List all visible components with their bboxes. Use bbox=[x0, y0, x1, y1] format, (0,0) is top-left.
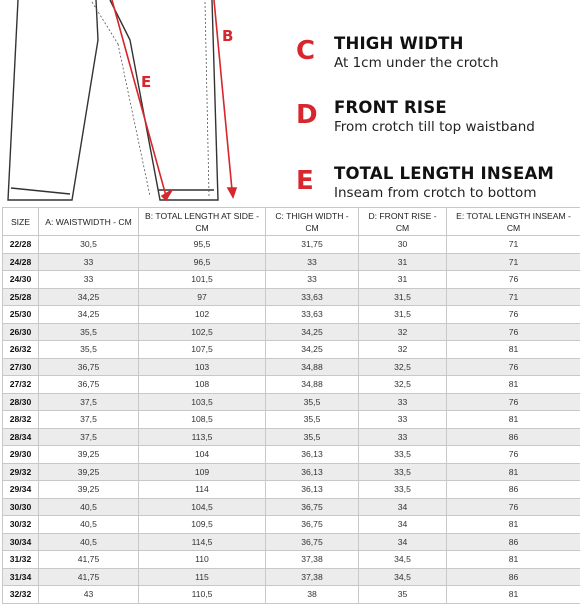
table-row bbox=[3, 271, 580, 289]
cell-front-rise: 31 bbox=[359, 271, 447, 289]
table-row bbox=[3, 323, 580, 341]
header-front-rise: D: FRONT RISE - CM bbox=[359, 208, 447, 236]
cell-front-rise: 34 bbox=[359, 533, 447, 551]
header-total-length-side: B: TOTAL LENGTH AT SIDE - CM bbox=[139, 208, 266, 236]
legend-letter: E bbox=[296, 166, 326, 196]
cell-waistwidth: 33 bbox=[39, 253, 139, 271]
cell-size: 29/34 bbox=[3, 481, 39, 499]
cell-thigh-width: 36,13 bbox=[266, 446, 359, 464]
cell-size: 30/30 bbox=[3, 498, 39, 516]
cell-total-length-inseam: 81 bbox=[447, 376, 580, 394]
cell-total-length-side: 110,5 bbox=[139, 586, 266, 604]
table-row bbox=[3, 236, 580, 254]
cell-total-length-side: 108,5 bbox=[139, 411, 266, 429]
cell-size: 26/30 bbox=[3, 323, 39, 341]
cell-front-rise: 33,5 bbox=[359, 481, 447, 499]
table-row bbox=[3, 358, 580, 376]
cell-front-rise: 32 bbox=[359, 341, 447, 359]
table-row bbox=[3, 463, 580, 481]
cell-total-length-inseam: 81 bbox=[447, 586, 580, 604]
arrowhead-b bbox=[228, 188, 236, 197]
cell-thigh-width: 34,25 bbox=[266, 341, 359, 359]
cell-front-rise: 32,5 bbox=[359, 358, 447, 376]
cell-size: 28/34 bbox=[3, 428, 39, 446]
left-hem bbox=[11, 188, 70, 194]
table-row bbox=[3, 516, 580, 534]
cell-total-length-inseam: 71 bbox=[447, 288, 580, 306]
table-row bbox=[3, 446, 580, 464]
cell-size: 24/30 bbox=[3, 271, 39, 289]
header-thigh-width: C: THIGH WIDTH - CM bbox=[266, 208, 359, 236]
cell-total-length-side: 102,5 bbox=[139, 323, 266, 341]
cell-thigh-width: 36,13 bbox=[266, 463, 359, 481]
cell-size: 26/32 bbox=[3, 341, 39, 359]
legend-description: At 1cm under the crotch bbox=[334, 55, 499, 71]
cell-size: 31/34 bbox=[3, 568, 39, 586]
header-size: SIZE bbox=[3, 208, 39, 236]
cell-total-length-side: 103 bbox=[139, 358, 266, 376]
cell-thigh-width: 37,38 bbox=[266, 568, 359, 586]
cell-thigh-width: 34,88 bbox=[266, 358, 359, 376]
cell-size: 22/28 bbox=[3, 236, 39, 254]
cell-size: 25/28 bbox=[3, 288, 39, 306]
cell-size: 27/30 bbox=[3, 358, 39, 376]
cell-thigh-width: 34,25 bbox=[266, 323, 359, 341]
cell-thigh-width: 31,75 bbox=[266, 236, 359, 254]
cell-front-rise: 35 bbox=[359, 586, 447, 604]
pants-diagram bbox=[0, 0, 290, 205]
legend-title: TOTAL LENGTH INSEAM bbox=[334, 164, 554, 183]
cell-total-length-inseam: 71 bbox=[447, 253, 580, 271]
cell-size: 30/34 bbox=[3, 533, 39, 551]
cell-total-length-side: 108 bbox=[139, 376, 266, 394]
cell-waistwidth: 36,75 bbox=[39, 376, 139, 394]
table-row bbox=[3, 568, 580, 586]
cell-front-rise: 31,5 bbox=[359, 306, 447, 324]
cell-waistwidth: 37,5 bbox=[39, 428, 139, 446]
header-total-length-inseam: E: TOTAL LENGTH INSEAM - CM bbox=[447, 208, 580, 236]
label-e: E bbox=[141, 73, 151, 91]
cell-total-length-side: 107,5 bbox=[139, 341, 266, 359]
cell-waistwidth: 34,25 bbox=[39, 288, 139, 306]
cell-total-length-inseam: 81 bbox=[447, 411, 580, 429]
cell-total-length-inseam: 76 bbox=[447, 393, 580, 411]
cell-thigh-width: 33 bbox=[266, 253, 359, 271]
cell-size: 27/32 bbox=[3, 376, 39, 394]
cell-front-rise: 31,5 bbox=[359, 288, 447, 306]
cell-waistwidth: 36,75 bbox=[39, 358, 139, 376]
cell-size: 25/30 bbox=[3, 306, 39, 324]
cell-front-rise: 34 bbox=[359, 498, 447, 516]
cell-total-length-inseam: 81 bbox=[447, 516, 580, 534]
cell-front-rise: 34,5 bbox=[359, 551, 447, 569]
cell-front-rise: 31 bbox=[359, 253, 447, 271]
cell-thigh-width: 34,88 bbox=[266, 376, 359, 394]
cell-total-length-side: 95,5 bbox=[139, 236, 266, 254]
cell-total-length-inseam: 76 bbox=[447, 306, 580, 324]
cell-thigh-width: 36,75 bbox=[266, 516, 359, 534]
cell-thigh-width: 35,5 bbox=[266, 393, 359, 411]
cell-size: 29/30 bbox=[3, 446, 39, 464]
table-row bbox=[3, 411, 580, 429]
cell-size: 31/32 bbox=[3, 551, 39, 569]
cell-total-length-side: 114 bbox=[139, 481, 266, 499]
legend-letter: D bbox=[296, 100, 326, 130]
cell-total-length-inseam: 76 bbox=[447, 446, 580, 464]
cell-thigh-width: 38 bbox=[266, 586, 359, 604]
cell-size: 30/32 bbox=[3, 516, 39, 534]
cell-total-length-side: 104 bbox=[139, 446, 266, 464]
cell-total-length-side: 101,5 bbox=[139, 271, 266, 289]
cell-total-length-side: 96,5 bbox=[139, 253, 266, 271]
cell-total-length-inseam: 86 bbox=[447, 568, 580, 586]
cell-waistwidth: 41,75 bbox=[39, 568, 139, 586]
cell-total-length-inseam: 76 bbox=[447, 498, 580, 516]
cell-size: 24/28 bbox=[3, 253, 39, 271]
cell-waistwidth: 30,5 bbox=[39, 236, 139, 254]
cell-front-rise: 33,5 bbox=[359, 446, 447, 464]
table-row bbox=[3, 306, 580, 324]
cell-size: 32/32 bbox=[3, 586, 39, 604]
cell-total-length-side: 97 bbox=[139, 288, 266, 306]
cell-thigh-width: 37,38 bbox=[266, 551, 359, 569]
cell-total-length-inseam: 81 bbox=[447, 463, 580, 481]
cell-front-rise: 33 bbox=[359, 393, 447, 411]
cell-waistwidth: 35,5 bbox=[39, 323, 139, 341]
cell-waistwidth: 33 bbox=[39, 271, 139, 289]
cell-waistwidth: 35,5 bbox=[39, 341, 139, 359]
cell-waistwidth: 43 bbox=[39, 586, 139, 604]
label-b: B bbox=[222, 27, 233, 45]
cell-total-length-side: 115 bbox=[139, 568, 266, 586]
cell-total-length-inseam: 81 bbox=[447, 551, 580, 569]
measure-line-e bbox=[112, 0, 166, 196]
cell-front-rise: 33,5 bbox=[359, 463, 447, 481]
cell-thigh-width: 36,75 bbox=[266, 533, 359, 551]
table-header-row bbox=[3, 208, 580, 236]
legend-title: THIGH WIDTH bbox=[334, 34, 464, 53]
cell-waistwidth: 34,25 bbox=[39, 306, 139, 324]
right-stitch-outer bbox=[205, 2, 209, 196]
cell-thigh-width: 35,5 bbox=[266, 428, 359, 446]
cell-total-length-inseam: 76 bbox=[447, 271, 580, 289]
size-chart-table bbox=[2, 207, 580, 604]
table-row bbox=[3, 288, 580, 306]
cell-thigh-width: 33,63 bbox=[266, 306, 359, 324]
cell-front-rise: 32,5 bbox=[359, 376, 447, 394]
cell-waistwidth: 39,25 bbox=[39, 446, 139, 464]
cell-total-length-inseam: 86 bbox=[447, 428, 580, 446]
cell-thigh-width: 35,5 bbox=[266, 411, 359, 429]
cell-size: 28/30 bbox=[3, 393, 39, 411]
cell-front-rise: 34,5 bbox=[359, 568, 447, 586]
cell-total-length-side: 104,5 bbox=[139, 498, 266, 516]
table-row bbox=[3, 498, 580, 516]
cell-thigh-width: 36,75 bbox=[266, 498, 359, 516]
cell-front-rise: 30 bbox=[359, 236, 447, 254]
cell-waistwidth: 37,5 bbox=[39, 411, 139, 429]
cell-front-rise: 32 bbox=[359, 323, 447, 341]
cell-thigh-width: 33 bbox=[266, 271, 359, 289]
table-row bbox=[3, 533, 580, 551]
cell-size: 28/32 bbox=[3, 411, 39, 429]
cell-total-length-side: 110 bbox=[139, 551, 266, 569]
header-waistwidth: A: WAISTWIDTH - CM bbox=[39, 208, 139, 236]
cell-waistwidth: 37,5 bbox=[39, 393, 139, 411]
cell-total-length-side: 113,5 bbox=[139, 428, 266, 446]
cell-total-length-inseam: 71 bbox=[447, 236, 580, 254]
legend-description: Inseam from crotch to bottom bbox=[334, 185, 536, 201]
table-row bbox=[3, 481, 580, 499]
right-leg-outline bbox=[110, 0, 218, 200]
cell-thigh-width: 33,63 bbox=[266, 288, 359, 306]
cell-total-length-inseam: 76 bbox=[447, 358, 580, 376]
cell-thigh-width: 36,13 bbox=[266, 481, 359, 499]
left-leg-outline bbox=[8, 0, 98, 200]
table-row bbox=[3, 393, 580, 411]
cell-waistwidth: 41,75 bbox=[39, 551, 139, 569]
table-body bbox=[3, 236, 580, 604]
cell-front-rise: 34 bbox=[359, 516, 447, 534]
cell-total-length-inseam: 76 bbox=[447, 323, 580, 341]
cell-total-length-side: 109,5 bbox=[139, 516, 266, 534]
cell-total-length-inseam: 86 bbox=[447, 481, 580, 499]
cell-total-length-inseam: 86 bbox=[447, 533, 580, 551]
table-row bbox=[3, 428, 580, 446]
table-row bbox=[3, 551, 580, 569]
table-row bbox=[3, 253, 580, 271]
cell-waistwidth: 40,5 bbox=[39, 533, 139, 551]
legend-description: From crotch till top waistband bbox=[334, 119, 535, 135]
cell-waistwidth: 39,25 bbox=[39, 481, 139, 499]
cell-waistwidth: 39,25 bbox=[39, 463, 139, 481]
cell-front-rise: 33 bbox=[359, 411, 447, 429]
cell-total-length-side: 114,5 bbox=[139, 533, 266, 551]
table-row bbox=[3, 586, 580, 604]
cell-total-length-side: 103,5 bbox=[139, 393, 266, 411]
legend-title: FRONT RISE bbox=[334, 98, 447, 117]
cell-waistwidth: 40,5 bbox=[39, 516, 139, 534]
legend-letter: C bbox=[296, 36, 326, 66]
cell-size: 29/32 bbox=[3, 463, 39, 481]
cell-total-length-side: 109 bbox=[139, 463, 266, 481]
cell-total-length-side: 102 bbox=[139, 306, 266, 324]
cell-waistwidth: 40,5 bbox=[39, 498, 139, 516]
table-row bbox=[3, 376, 580, 394]
cell-front-rise: 33 bbox=[359, 428, 447, 446]
table-row bbox=[3, 341, 580, 359]
arrowhead-e bbox=[162, 190, 172, 200]
cell-total-length-inseam: 81 bbox=[447, 341, 580, 359]
